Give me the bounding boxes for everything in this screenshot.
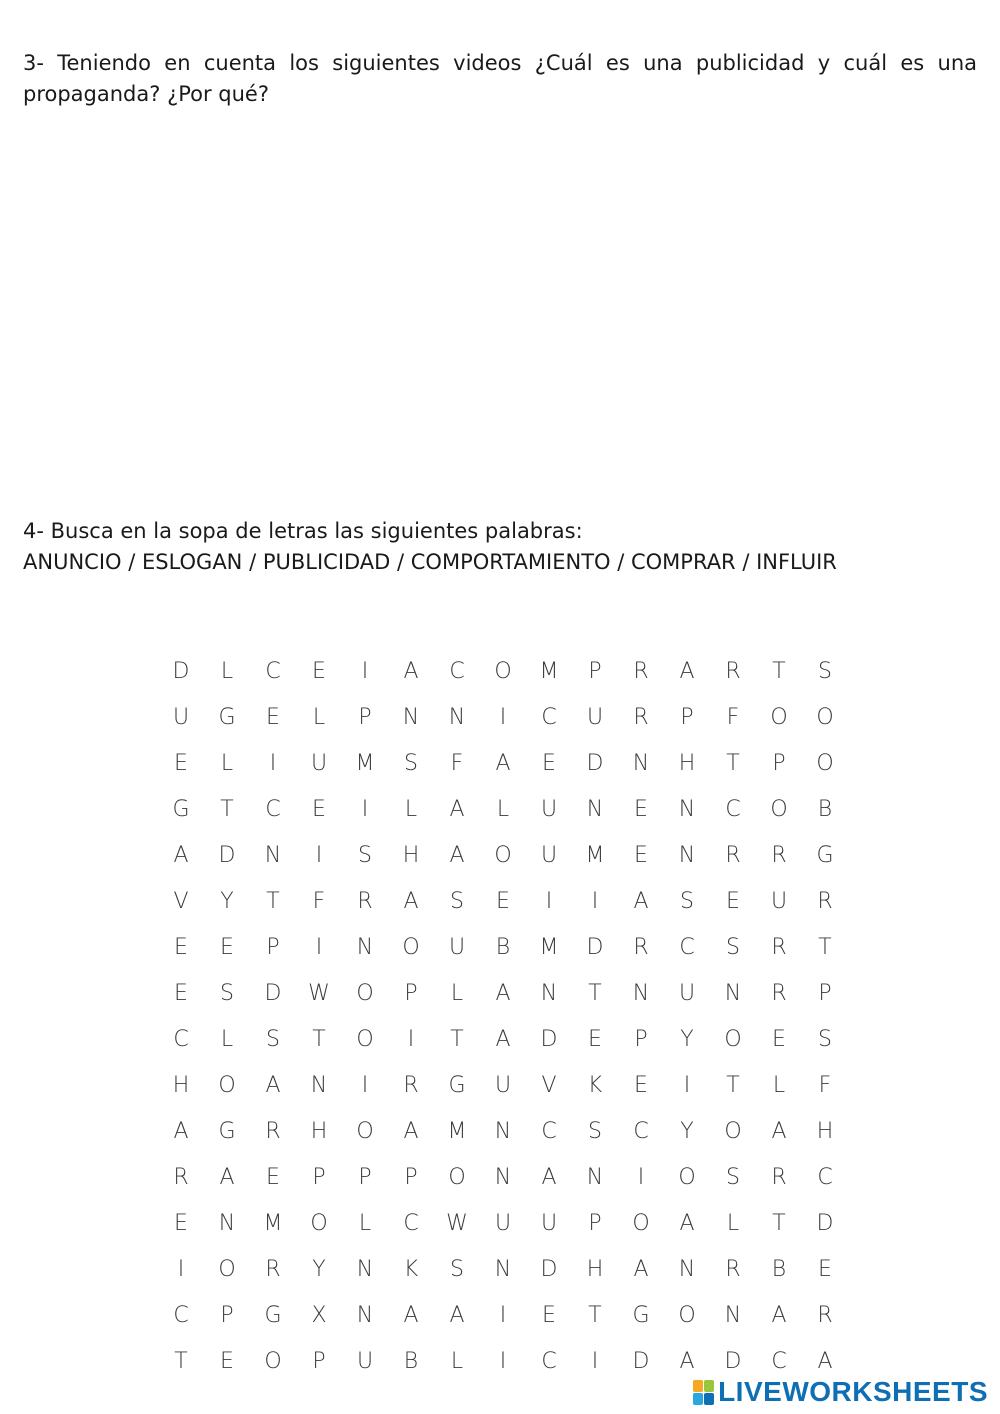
letter-cell[interactable]: O <box>632 1210 650 1236</box>
letter-cell[interactable]: L <box>496 796 510 822</box>
letter-cell[interactable]: C <box>403 1210 419 1236</box>
letter-cell[interactable]: C <box>265 658 281 684</box>
letter-cell[interactable]: R <box>725 1256 741 1282</box>
letter-cell[interactable]: E <box>220 1348 234 1374</box>
question-4-word-list: ANUNCIO / ESLOGAN / PUBLICIDAD / COMPORTAMIENTO / COMPRAR / INFLUIR <box>23 550 837 574</box>
letter-cell[interactable]: Y <box>312 1256 326 1282</box>
letter-cell[interactable]: H <box>816 1118 834 1144</box>
letter-cell[interactable]: S <box>726 1164 740 1190</box>
letter-cell[interactable]: A <box>495 1026 511 1052</box>
letter-cell[interactable]: C <box>679 934 695 960</box>
letter-cell[interactable]: N <box>494 1164 512 1190</box>
letter-cell[interactable]: U <box>678 980 696 1006</box>
letter-cell[interactable]: R <box>633 934 649 960</box>
letter-cell[interactable]: N <box>540 980 558 1006</box>
letter-cell[interactable]: A <box>679 658 695 684</box>
letter-cell[interactable]: N <box>494 1256 512 1282</box>
letter-cell[interactable]: F <box>450 750 464 776</box>
letter-cell[interactable]: C <box>725 796 741 822</box>
letter-cell[interactable]: R <box>817 1302 833 1328</box>
letter-cell[interactable]: N <box>218 1210 236 1236</box>
letter-cell[interactable]: T <box>726 1072 740 1098</box>
letter-cell[interactable]: R <box>265 1118 281 1144</box>
liveworksheets-logo-icon <box>693 1380 714 1405</box>
letter-cell[interactable]: I <box>361 1072 369 1098</box>
letter-cell[interactable]: E <box>266 704 280 730</box>
letter-cell[interactable]: C <box>541 704 557 730</box>
letter-cell[interactable]: E <box>174 934 188 960</box>
letter-cell[interactable]: N <box>310 1072 328 1098</box>
letter-cell[interactable]: G <box>172 796 190 822</box>
letter-cell[interactable]: R <box>173 1164 189 1190</box>
letter-cell[interactable]: O <box>770 704 788 730</box>
letter-cell[interactable]: S <box>818 658 832 684</box>
letter-cell[interactable]: L <box>358 1210 372 1236</box>
letter-cell[interactable]: D <box>586 934 604 960</box>
letter-cell[interactable]: S <box>588 1118 602 1144</box>
letter-cell[interactable]: F <box>312 888 326 914</box>
letter-cell[interactable]: T <box>174 1348 188 1374</box>
letter-cell[interactable]: L <box>450 1348 464 1374</box>
letter-cell[interactable]: U <box>448 934 466 960</box>
letter-cell[interactable]: R <box>265 1256 281 1282</box>
letter-cell[interactable]: B <box>817 796 833 822</box>
letter-cell[interactable]: E <box>312 796 326 822</box>
letter-cell[interactable]: A <box>403 888 419 914</box>
letter-cell[interactable]: R <box>817 888 833 914</box>
letter-cell[interactable]: U <box>540 842 558 868</box>
letter-cell[interactable]: R <box>725 842 741 868</box>
letter-cell[interactable]: E <box>312 658 326 684</box>
letter-cell[interactable]: O <box>494 842 512 868</box>
letter-cell[interactable]: O <box>816 704 834 730</box>
letter-cell[interactable]: N <box>678 796 696 822</box>
letter-cell[interactable]: M <box>585 842 605 868</box>
letter-cell[interactable]: O <box>678 1164 696 1190</box>
letter-cell[interactable]: N <box>356 1302 374 1328</box>
letter-cell[interactable]: W <box>308 980 330 1006</box>
letter-cell[interactable]: A <box>265 1072 281 1098</box>
letter-cell[interactable]: P <box>312 1164 326 1190</box>
letter-cell[interactable]: A <box>173 842 189 868</box>
letter-cell[interactable]: N <box>632 980 650 1006</box>
letter-cell[interactable]: A <box>679 1210 695 1236</box>
letter-cell[interactable]: L <box>220 1026 234 1052</box>
question-4 <box>23 516 977 578</box>
letter-cell[interactable]: N <box>724 980 742 1006</box>
letter-cell[interactable]: C <box>817 1164 833 1190</box>
letter-cell[interactable]: C <box>633 1118 649 1144</box>
letter-cell[interactable]: S <box>450 888 464 914</box>
letter-cell[interactable]: D <box>816 1210 834 1236</box>
letter-cell[interactable]: G <box>448 1072 466 1098</box>
letter-cell[interactable]: U <box>540 796 558 822</box>
letter-cell[interactable]: Y <box>220 888 234 914</box>
letter-cell[interactable]: E <box>174 750 188 776</box>
question-4-instruction: 4- Busca en la sopa de letras las siguientes palabras: <box>23 519 583 543</box>
letter-cell[interactable]: U <box>494 1210 512 1236</box>
letter-cell[interactable]: N <box>494 1118 512 1144</box>
letter-cell[interactable]: D <box>632 1348 650 1374</box>
letter-cell[interactable]: U <box>494 1072 512 1098</box>
letter-cell[interactable]: T <box>312 1026 326 1052</box>
letter-cell[interactable]: C <box>771 1348 787 1374</box>
letter-cell[interactable]: P <box>404 1164 418 1190</box>
letter-cell[interactable]: I <box>545 888 553 914</box>
letter-cell[interactable]: U <box>172 704 190 730</box>
letter-cell[interactable]: M <box>263 1210 283 1236</box>
letter-cell[interactable]: P <box>358 1164 372 1190</box>
letter-cell[interactable]: H <box>310 1118 328 1144</box>
letter-cell[interactable]: L <box>220 750 234 776</box>
letter-cell[interactable]: R <box>633 704 649 730</box>
question-3-text: 3- Teniendo en cuenta los siguientes videos ¿Cuál es una publicidad y cuál es una propaganda? ¿Por qué? <box>23 51 977 106</box>
letter-cell[interactable]: A <box>173 1118 189 1144</box>
letter-cell[interactable]: H <box>586 1256 604 1282</box>
letter-cell[interactable]: E <box>588 1026 602 1052</box>
letter-cell[interactable]: I <box>637 1164 645 1190</box>
letter-cell[interactable]: L <box>220 658 234 684</box>
letter-cell[interactable]: G <box>218 704 236 730</box>
letter-cell[interactable]: S <box>680 888 694 914</box>
letter-cell[interactable]: G <box>816 842 834 868</box>
letter-cell[interactable]: A <box>633 1256 649 1282</box>
video-area <box>23 130 977 480</box>
letter-cell[interactable]: P <box>358 704 372 730</box>
letter-cell[interactable]: E <box>726 888 740 914</box>
letter-cell[interactable]: A <box>817 1348 833 1374</box>
letter-cell[interactable]: U <box>540 1210 558 1236</box>
letter-cell[interactable]: I <box>269 750 277 776</box>
letter-cell[interactable]: L <box>312 704 326 730</box>
letter-cell[interactable]: E <box>634 1072 648 1098</box>
letter-cell[interactable]: O <box>356 1118 374 1144</box>
letter-cell[interactable]: V <box>541 1072 557 1098</box>
letter-cell[interactable]: N <box>678 1256 696 1282</box>
letter-cell[interactable]: Y <box>680 1118 694 1144</box>
letter-cell[interactable]: S <box>726 934 740 960</box>
letter-cell[interactable]: D <box>586 750 604 776</box>
letter-cell[interactable]: W <box>446 1210 468 1236</box>
letter-cell[interactable]: M <box>539 934 559 960</box>
letter-cell[interactable]: E <box>542 750 556 776</box>
letter-cell[interactable]: A <box>449 842 465 868</box>
letter-cell[interactable]: L <box>772 1072 786 1098</box>
letter-cell[interactable]: I <box>315 934 323 960</box>
letter-cell[interactable]: M <box>447 1118 467 1144</box>
letter-cell[interactable]: N <box>402 704 420 730</box>
letter-cell[interactable]: H <box>172 1072 190 1098</box>
letter-cell[interactable]: B <box>403 1348 419 1374</box>
letter-cell[interactable]: N <box>678 842 696 868</box>
letter-cell[interactable]: T <box>588 980 602 1006</box>
letter-cell[interactable]: L <box>404 796 418 822</box>
letter-cell[interactable]: P <box>772 750 786 776</box>
letter-cell[interactable]: D <box>540 1026 558 1052</box>
letter-cell[interactable]: C <box>449 658 465 684</box>
letter-cell[interactable]: T <box>726 750 740 776</box>
letter-cell[interactable]: G <box>218 1118 236 1144</box>
letter-cell[interactable]: P <box>588 658 602 684</box>
letter-cell[interactable]: O <box>310 1210 328 1236</box>
letter-cell[interactable]: S <box>818 1026 832 1052</box>
letter-cell[interactable]: V <box>173 888 189 914</box>
letter-cell[interactable]: A <box>449 1302 465 1328</box>
letter-cell[interactable]: X <box>311 1302 327 1328</box>
letter-cell[interactable]: I <box>407 1026 415 1052</box>
letter-cell[interactable]: D <box>540 1256 558 1282</box>
liveworksheets-brand <box>693 1376 988 1408</box>
letter-cell[interactable]: O <box>816 750 834 776</box>
letter-cell[interactable]: T <box>450 1026 464 1052</box>
letter-cell[interactable]: D <box>724 1348 742 1374</box>
letter-cell[interactable]: Y <box>680 1026 694 1052</box>
letter-cell[interactable]: A <box>771 1118 787 1144</box>
letter-cell[interactable]: O <box>678 1302 696 1328</box>
letter-cell[interactable]: E <box>634 796 648 822</box>
letter-cell[interactable]: O <box>356 1026 374 1052</box>
letter-cell[interactable]: O <box>770 796 788 822</box>
letter-cell[interactable]: T <box>772 1210 786 1236</box>
letter-cell[interactable]: E <box>542 1302 556 1328</box>
letter-cell[interactable]: A <box>633 888 649 914</box>
letter-cell[interactable]: B <box>495 934 511 960</box>
letter-cell[interactable]: R <box>403 1072 419 1098</box>
letter-cell[interactable]: T <box>818 934 832 960</box>
letter-cell[interactable]: C <box>173 1026 189 1052</box>
letter-cell[interactable]: G <box>632 1302 650 1328</box>
letter-cell[interactable]: S <box>404 750 418 776</box>
letter-cell[interactable]: N <box>586 1164 604 1190</box>
letter-cell[interactable]: O <box>724 1118 742 1144</box>
letter-cell[interactable]: D <box>218 842 236 868</box>
letter-cell[interactable]: O <box>356 980 374 1006</box>
letter-cell[interactable]: U <box>770 888 788 914</box>
letter-cell[interactable]: O <box>218 1072 236 1098</box>
letter-cell[interactable]: E <box>772 1026 786 1052</box>
letter-cell[interactable]: B <box>771 1256 787 1282</box>
letter-cell[interactable]: N <box>724 1302 742 1328</box>
letter-cell[interactable]: E <box>266 1164 280 1190</box>
letter-cell[interactable]: I <box>315 842 323 868</box>
letter-cell[interactable]: F <box>726 704 740 730</box>
letter-cell[interactable]: T <box>772 658 786 684</box>
letter-cell[interactable]: A <box>495 750 511 776</box>
letter-cell[interactable]: N <box>632 750 650 776</box>
letter-cell[interactable]: I <box>683 1072 691 1098</box>
letter-cell[interactable]: A <box>541 1164 557 1190</box>
letter-cell[interactable]: S <box>266 1026 280 1052</box>
letter-cell[interactable]: I <box>499 1348 507 1374</box>
letter-cell[interactable]: E <box>634 842 648 868</box>
letter-cell[interactable]: F <box>818 1072 832 1098</box>
letter-cell[interactable]: O <box>448 1164 466 1190</box>
letter-cell[interactable]: C <box>541 1118 557 1144</box>
letter-cell[interactable]: I <box>499 704 507 730</box>
letter-cell[interactable]: A <box>403 658 419 684</box>
letter-cell[interactable]: H <box>678 750 696 776</box>
letter-cell[interactable]: G <box>264 1302 282 1328</box>
letter-cell[interactable]: N <box>586 796 604 822</box>
letter-cell[interactable]: P <box>588 1210 602 1236</box>
letter-cell[interactable]: P <box>266 934 280 960</box>
letter-cell[interactable]: P <box>220 1302 234 1328</box>
letter-cell[interactable]: K <box>587 1072 603 1098</box>
letter-cell[interactable]: N <box>448 704 466 730</box>
letter-cell[interactable]: I <box>591 888 599 914</box>
letter-cell[interactable]: D <box>264 980 282 1006</box>
letter-cell[interactable]: R <box>771 842 787 868</box>
letter-cell[interactable]: I <box>361 658 369 684</box>
letter-cell[interactable]: H <box>402 842 420 868</box>
letter-cell[interactable]: T <box>220 796 234 822</box>
letter-cell[interactable]: L <box>726 1210 740 1236</box>
letter-cell[interactable]: R <box>771 934 787 960</box>
letter-cell[interactable]: I <box>361 796 369 822</box>
letter-cell[interactable]: E <box>818 1256 832 1282</box>
letter-cell[interactable]: S <box>450 1256 464 1282</box>
letter-cell[interactable]: K <box>403 1256 419 1282</box>
letter-cell[interactable]: P <box>680 704 694 730</box>
letter-cell[interactable]: P <box>818 980 832 1006</box>
letter-cell[interactable]: M <box>355 750 375 776</box>
letter-cell[interactable]: P <box>404 980 418 1006</box>
letter-cell[interactable]: I <box>499 1302 507 1328</box>
letter-cell[interactable]: R <box>357 888 373 914</box>
letter-cell[interactable]: S <box>220 980 234 1006</box>
letter-cell[interactable]: T <box>266 888 280 914</box>
letter-cell[interactable]: N <box>356 1256 374 1282</box>
letter-cell[interactable]: O <box>724 1026 742 1052</box>
letter-cell[interactable]: D <box>172 658 190 684</box>
letter-cell[interactable]: M <box>539 658 559 684</box>
letter-cell[interactable]: A <box>219 1164 235 1190</box>
letter-cell[interactable]: A <box>495 980 511 1006</box>
letter-cell[interactable]: R <box>633 658 649 684</box>
letter-cell[interactable]: C <box>265 796 281 822</box>
letter-cell[interactable]: O <box>264 1348 282 1374</box>
letter-cell[interactable]: S <box>358 842 372 868</box>
letter-cell[interactable]: P <box>634 1026 648 1052</box>
letter-cell[interactable]: A <box>679 1348 695 1374</box>
letter-cell[interactable]: E <box>496 888 510 914</box>
brand-name: LIVEWORKSHEETS <box>718 1376 988 1407</box>
letter-cell[interactable]: A <box>771 1302 787 1328</box>
letter-cell[interactable]: E <box>174 1210 188 1236</box>
word-search-grid[interactable] <box>158 648 848 1384</box>
letter-cell[interactable]: U <box>310 750 328 776</box>
letter-cell[interactable]: N <box>356 934 374 960</box>
letter-cell[interactable]: R <box>771 980 787 1006</box>
letter-cell[interactable]: C <box>173 1302 189 1328</box>
letter-cell[interactable]: R <box>771 1164 787 1190</box>
letter-cell[interactable]: A <box>403 1302 419 1328</box>
letter-cell[interactable]: E <box>174 980 188 1006</box>
letter-cell[interactable]: L <box>450 980 464 1006</box>
letter-cell[interactable]: E <box>220 934 234 960</box>
letter-cell[interactable]: A <box>403 1118 419 1144</box>
letter-cell[interactable]: N <box>264 842 282 868</box>
letter-cell[interactable]: U <box>356 1348 374 1374</box>
letter-cell[interactable]: I <box>591 1348 599 1374</box>
letter-cell[interactable]: O <box>494 658 512 684</box>
letter-cell[interactable]: A <box>449 796 465 822</box>
letter-cell[interactable]: R <box>725 658 741 684</box>
letter-cell[interactable]: O <box>402 934 420 960</box>
letter-cell[interactable]: U <box>586 704 604 730</box>
letter-cell[interactable]: O <box>218 1256 236 1282</box>
letter-cell[interactable]: T <box>588 1302 602 1328</box>
letter-cell[interactable]: C <box>541 1348 557 1374</box>
letter-cell[interactable]: P <box>312 1348 326 1374</box>
letter-cell[interactable]: I <box>177 1256 185 1282</box>
